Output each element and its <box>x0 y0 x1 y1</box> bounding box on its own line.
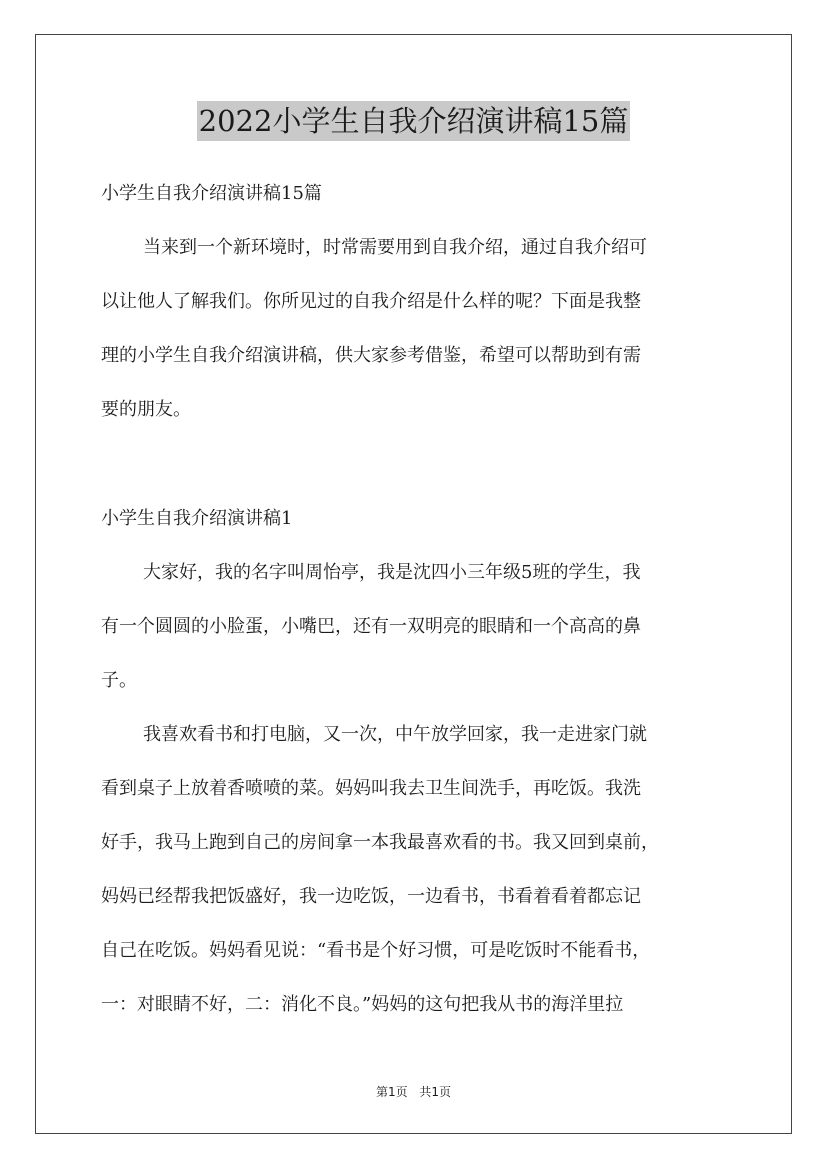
page-number: 第1页 <box>375 1085 408 1099</box>
para2-line-6: 一：对眼睛不好，二：消化不良。”妈妈的这句把我从书的海洋里拉 <box>101 994 624 1015</box>
para2-line-3: 好手，我马上跑到自己的房间拿一本我最喜欢看的书。我又回到桌前， <box>101 832 659 853</box>
para2-line-5: 自己在吃饭。妈妈看见说：“看书是个好习惯，可是吃饭时不能看书， <box>101 940 651 961</box>
intro-line-2: 以让他人了解我们。你所见过的自我介绍是什么样的呢？下面是我整 <box>101 291 641 312</box>
para2-line-2: 看到桌子上放着香喷喷的菜。妈妈叫我去卫生间洗手，再吃饭。我洗 <box>101 778 641 799</box>
document-subtitle: 小学生自我介绍演讲稿15篇 <box>101 183 322 204</box>
title-container <box>0 101 827 141</box>
page-footer <box>0 1083 827 1100</box>
intro-line-3: 理的小学生自我介绍演讲稿，供大家参考借鉴，希望可以帮助到有需 <box>101 345 641 366</box>
section-heading-1: 小学生自我介绍演讲稿1 <box>101 508 293 529</box>
para1-line-1: 大家好，我的名字叫周怡亭，我是沈四小三年级5班的学生，我 <box>143 562 641 583</box>
intro-line-1: 当来到一个新环境时，时常需要用到自我介绍，通过自我介绍可 <box>143 237 647 258</box>
para2-line-1: 我喜欢看书和打电脑，又一次，中午放学回家，我一走进家门就 <box>143 724 647 745</box>
page-total: 共1页 <box>419 1085 452 1099</box>
document-title: 2022小学生自我介绍演讲稿15篇 <box>197 101 631 141</box>
para2-line-4: 妈妈已经帮我把饭盛好，我一边吃饭，一边看书，书看着看着都忘记 <box>101 886 641 907</box>
para1-line-2: 有一个圆圆的小脸蛋，小嘴巴，还有一双明亮的眼睛和一个高高的鼻 <box>101 616 641 637</box>
intro-line-4: 要的朋友。 <box>101 399 191 420</box>
para1-line-3: 子。 <box>101 670 137 691</box>
